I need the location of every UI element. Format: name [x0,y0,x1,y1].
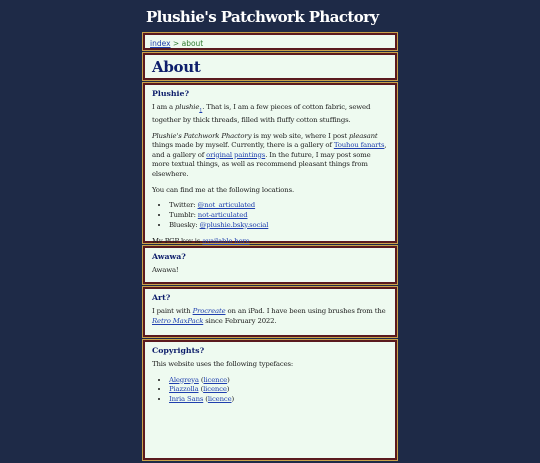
section-plushie [143,83,397,243]
original-paintings-link[interactable]: original paintings [206,150,266,159]
section-heading: Awawa? [152,252,186,261]
content-column [143,33,397,463]
locations-list [152,201,388,230]
section-art [143,287,397,337]
footnote-link[interactable]: 1 [199,107,203,114]
section-heading: Art? [152,293,171,302]
licence-link[interactable]: licence [207,395,232,404]
breadcrumb-separator: > [172,39,180,48]
page-title-box [143,53,397,80]
section-heading: Copyrights? [152,346,205,355]
list-item: • Inria Sans (licence) [169,395,388,405]
art-paragraph: I paint with Procreate on an iPad. I have been using brushes from the Retro MaxPack since February 2022. [152,307,386,325]
font-link[interactable]: Inria Sans [169,395,204,404]
typefaces-list [152,376,388,405]
twitter-link[interactable]: @not_articulated [197,201,256,210]
typefaces-paragraph: This website uses the following typefaces: [152,360,294,368]
bluesky-link[interactable]: @plushie.bsky.social [199,220,269,229]
pgp-key-link[interactable]: available here [202,236,250,245]
section-heading: Plushie? [152,89,190,98]
breadcrumb-index-link[interactable]: index [150,39,171,48]
pgp-paragraph: My PGP key is available here. [152,236,252,245]
list-item: • Tumblr: not-articulated [169,211,388,221]
breadcrumb-current: about [181,39,204,48]
touhou-fanarts-link[interactable]: Touhou fanarts [333,141,385,150]
font-link[interactable]: Piazzolla [169,385,199,394]
page-title: About [152,58,201,76]
tumblr-link[interactable]: not-articulated [197,210,248,219]
list-item: • Twitter: @not_articulated [169,201,388,211]
list-item: • Alegreya (licence) [169,376,388,386]
retro-maxpack-link[interactable]: Retro MaxPack [152,316,204,325]
locations-paragraph: You can find me at the following locations. [152,185,295,194]
section-copyrights [143,340,397,460]
list-item: • Piazzolla (licence) [169,385,388,395]
procreate-link[interactable]: Procreate [192,307,226,315]
plushie-paragraph: I am a plushie$_1$. That is, I am a few pieces of cotton fabric, sewed together by thick threads, filled with fluffy cotton stuffings. [152,103,371,124]
breadcrumb [143,33,397,50]
awawa-paragraph: Awawa! [152,266,179,274]
font-link[interactable]: Alegreya [169,375,199,384]
site-paragraph: Plushie's Patchwork Phactory is my web site, where I post pleasant things made by myself. Currently, there is a gallery of Touhou fanarts, and a gallery of original paintings. In the future, I may post some more textual things, as well as recommend pleasant things from elsewhere. [152,131,387,178]
site-title: Plushie's Patchwork Phactory [146,8,379,26]
list-item: • Bluesky: @plushie.bsky.social [169,221,388,231]
section-awawa [143,246,397,284]
licence-link[interactable]: licence [203,385,227,394]
licence-link[interactable]: licence [203,375,228,384]
